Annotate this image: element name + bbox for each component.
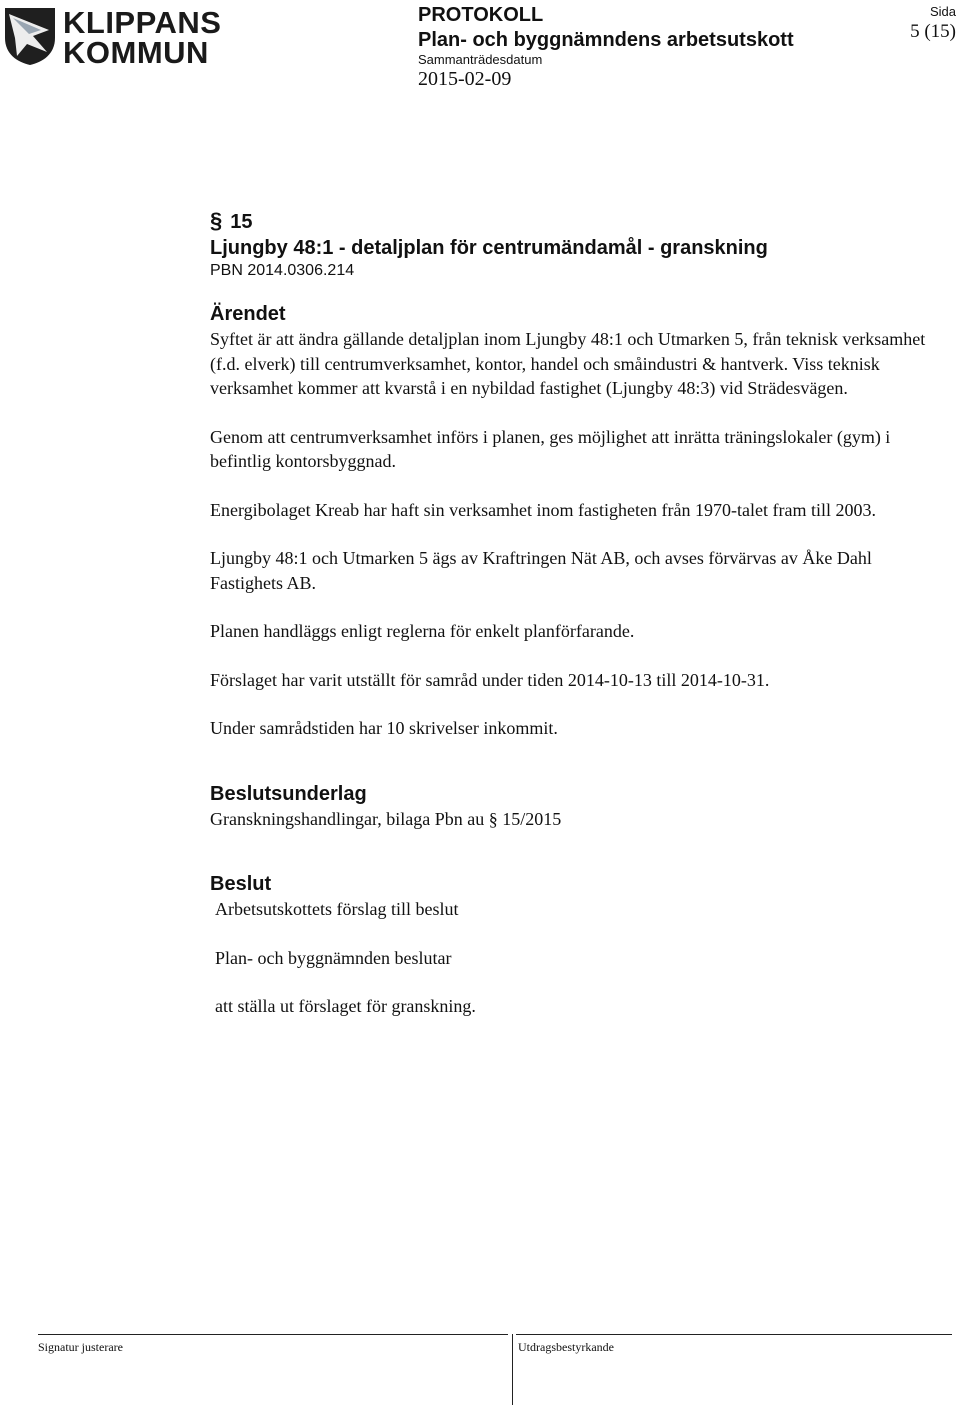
municipal-coat-of-arms-icon	[3, 6, 57, 66]
logo-text-kommun: KOMMUN	[63, 35, 209, 70]
document-type: PROTOKOLL	[418, 4, 544, 26]
logo-text-klippans: KLIPPANS	[63, 5, 222, 40]
extract-certification-label: Utdragsbestyrkande	[518, 1340, 614, 1354]
footer-rule-right	[516, 1334, 952, 1335]
meeting-date-label: Sammanträdesdatum	[418, 52, 543, 67]
beslut-line-3: att ställa ut förslaget för granskning.	[215, 996, 476, 1016]
arendet-paragraph-5: Planen handläggs enligt reglerna för enkelt planförfarande.	[210, 621, 635, 641]
arendet-paragraph-7: Under samrådstiden har 10 skrivelser inkommit.	[210, 718, 558, 738]
footer-divider	[512, 1334, 513, 1405]
board-name: Plan- och byggnämndens arbetsutskott	[418, 29, 794, 51]
page-number: 5 (15)	[910, 21, 956, 42]
arendet-paragraph-4: Ljungby 48:1 och Utmarken 5 ägs av Kraftringen Nät AB, och avses förvärvas av Åke Dahl Fastighets AB.	[210, 548, 872, 593]
protocol-section	[210, 208, 930, 1019]
section-number-row	[210, 208, 930, 235]
page-label: Sida	[929, 4, 956, 19]
heading-beslutsunderlag: Beslutsunderlag	[210, 782, 367, 805]
footer-rule-left	[38, 1334, 508, 1335]
arendet-paragraph-1: Syftet är att ändra gällande detaljplan inom Ljungby 48:1 och Utmarken 5, från teknisk verksamhet (f.d. elverk) till centrumverksamhet, kontor, handel och småindustri & hantverk. Viss teknisk verksamhet kommer att kvarstå i en nybildad fastighet (Ljungby 48:3) vid Strädesvägen.	[210, 329, 926, 398]
arendet-paragraph-2: Genom att centrumverksamhet införs i planen, ges möjlighet att inrätta träningslokaler (gym) i befintlig kontorsbyggnad.	[210, 426, 891, 471]
arendet-paragraph-3: Energibolaget Kreab har haft sin verksamhet inom fastigheten från 1970-talet fram till 2003.	[210, 499, 876, 520]
beslutsunderlag-text: Granskningshandlingar, bilaga Pbn au § 15/2015	[210, 808, 562, 829]
beslut-line-1: Arbetsutskottets förslag till beslut	[215, 899, 459, 919]
meeting-date: 2015-02-09	[418, 68, 512, 90]
heading-beslut: Beslut	[210, 873, 272, 895]
municipality-logo	[3, 5, 222, 70]
paragraph-symbol: §	[210, 208, 223, 233]
section-number: 15	[230, 211, 253, 233]
arendet-paragraph-6: Förslaget har varit utställt för samråd under tiden 2014-10-13 till 2014-10-31.	[210, 669, 770, 690]
signature-label: Signatur justerare	[38, 1340, 123, 1354]
case-number: PBN 2014.0306.214	[210, 262, 355, 279]
beslut-line-2: Plan- och byggnämnden beslutar	[215, 947, 452, 968]
heading-arendet: Ärendet	[210, 303, 286, 325]
section-title: Ljungby 48:1 - detaljplan för centrumändamål - granskning	[210, 237, 768, 259]
